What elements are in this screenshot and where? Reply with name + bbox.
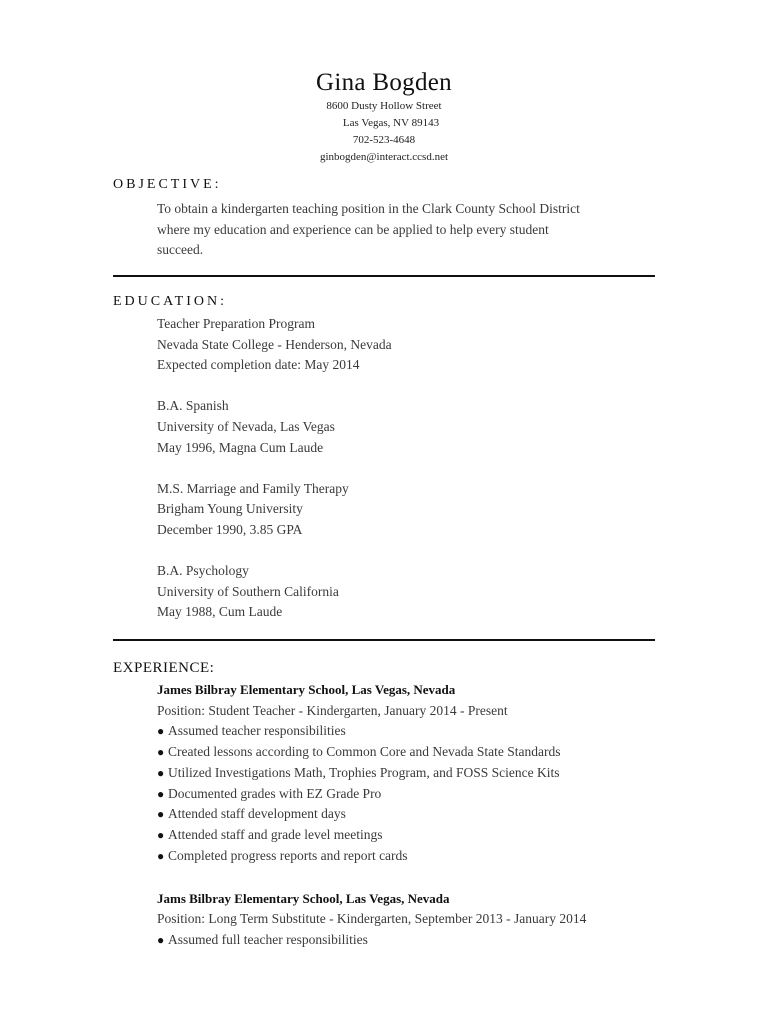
list-item: ● Created lessons according to Common Core and Nevada State Standards bbox=[157, 742, 657, 763]
education-entry bbox=[157, 396, 657, 458]
experience-list bbox=[157, 680, 657, 951]
bullet-icon: ● bbox=[157, 932, 165, 947]
list-item: ● Utilized Investigations Math, Trophies Program, and FOSS Science Kits bbox=[157, 763, 657, 784]
objective-line: where my education and experience can be applied to help every student bbox=[157, 221, 549, 237]
education-entry bbox=[157, 479, 657, 541]
job-position: Position: Long Term Substitute - Kindergarten, September 2013 - January 2014 bbox=[157, 911, 587, 927]
resume-header bbox=[0, 68, 768, 166]
phone-number: 702-523-4648 bbox=[352, 134, 416, 146]
bullet-icon: ● bbox=[157, 765, 165, 780]
bullet-icon: ● bbox=[157, 786, 165, 801]
degree-name: M.S. Marriage and Family Therapy bbox=[157, 480, 349, 496]
bullet-icon: ● bbox=[157, 828, 165, 843]
education-entry bbox=[157, 561, 657, 623]
list-item: ● Assumed full teacher responsibilities bbox=[157, 930, 657, 951]
institution-name: University of Southern California bbox=[157, 583, 339, 599]
completion-date: December 1990, 3.85 GPA bbox=[157, 521, 303, 537]
program-name: Teacher Preparation Program bbox=[157, 316, 315, 331]
completion-date: May 1988, Cum Laude bbox=[157, 604, 283, 620]
bullet-icon: ● bbox=[157, 848, 165, 863]
experience-heading: EXPERIENCE: bbox=[113, 660, 215, 676]
duties-list bbox=[157, 721, 657, 867]
education-heading: EDUCATION: bbox=[113, 294, 227, 309]
job-entry bbox=[157, 680, 657, 867]
degree-name: B.A. Psychology bbox=[157, 563, 249, 579]
degree-name: B.A. Spanish bbox=[157, 398, 229, 414]
section-divider bbox=[113, 275, 655, 277]
completion-date: Expected completion date: May 2014 bbox=[157, 357, 360, 373]
city-state-zip: Las Vegas, NV 89143 bbox=[342, 117, 440, 129]
candidate-name: Gina Bogden bbox=[316, 69, 452, 96]
employer-name: James Bilbray Elementary School, Las Vegas, Nevada bbox=[157, 682, 456, 697]
employer-name: Jams Bilbray Elementary School, Las Vegas, Nevada bbox=[157, 890, 450, 906]
completion-date: May 1996, Magna Cum Laude bbox=[157, 439, 324, 455]
list-item: ● Assumed teacher responsibilities bbox=[157, 721, 657, 742]
job-position: Position: Student Teacher - Kindergarten, January 2014 - Present bbox=[157, 702, 508, 718]
list-item: ● Attended staff development days bbox=[157, 804, 657, 825]
objective-line: succeed. bbox=[157, 242, 204, 258]
list-item: ● Attended staff and grade level meetings bbox=[157, 825, 657, 846]
job-entry bbox=[157, 889, 657, 951]
bullet-icon: ● bbox=[157, 807, 165, 822]
list-item: ● Completed progress reports and report cards bbox=[157, 846, 657, 867]
street-address: 8600 Dusty Hollow Street bbox=[326, 100, 442, 112]
bullet-icon: ● bbox=[157, 744, 165, 759]
institution-name: Nevada State College - Henderson, Nevada bbox=[157, 336, 392, 352]
objective-line: To obtain a kindergarten teaching position in the Clark County School District bbox=[157, 201, 580, 216]
institution-name: Brigham Young University bbox=[157, 501, 303, 517]
section-divider bbox=[113, 639, 655, 641]
education-list bbox=[157, 314, 657, 623]
list-item: ● Documented grades with EZ Grade Pro bbox=[157, 784, 657, 805]
education-entry bbox=[157, 314, 657, 376]
objective-heading: OBJECTIVE: bbox=[113, 177, 222, 192]
objective-text bbox=[157, 199, 657, 261]
email-address: ginbogden@interact.ccsd.net bbox=[319, 151, 449, 163]
bullet-icon: ● bbox=[157, 724, 165, 739]
duties-list bbox=[157, 930, 657, 951]
institution-name: University of Nevada, Las Vegas bbox=[157, 418, 335, 434]
